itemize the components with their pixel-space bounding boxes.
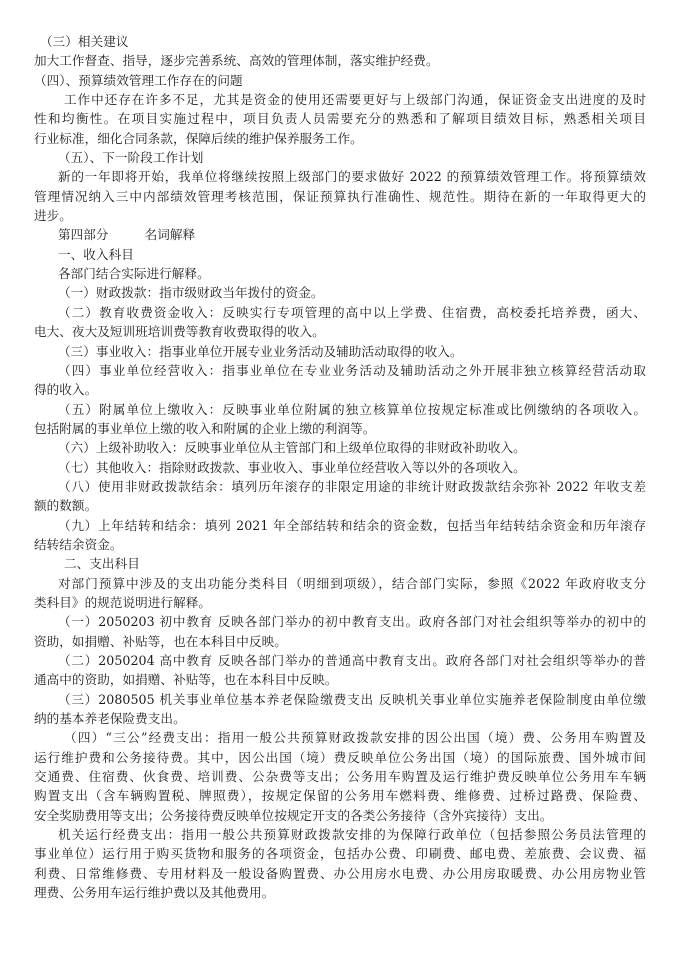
text-line: （三）2080505 机关事业单位基本养老保险缴费支出 反映机关事业单位实施养老保险制度由单位缴 (58, 691, 646, 707)
section-title: 名词解释 (144, 227, 196, 243)
text-line: 购置支出（含车辆购置税、牌照费），按规定保留的公务用车燃料费、维修费、过桥过路费、保险费、 (34, 788, 646, 804)
text-line: 安全奖励费用等支出；公务接待费反映单位按规定开支的各类公务接待（含外宾接待）支出。 (34, 807, 553, 823)
text-line: （一）2050203 初中教育 反映各部门举办的初中教育支出。政府各部门对社会组织等举办的初中的 (58, 614, 646, 630)
text-line: 工作中还存在许多不足，尤其是资金的使用还需要更好与上级部门沟通，保证资金支出进度的及时 (64, 92, 646, 108)
text-line: 包括附属的事业单位上缴的收入和附属的企业上缴的利润等。 (34, 420, 376, 436)
text-line: 进步。 (34, 208, 72, 224)
text-line: 结转结余资金。 (34, 536, 123, 552)
text-line: 利费、日常维修费、专用材料及一般设备购置费、办公用房水电费、办公用房取暖费、办公用房物业管 (34, 865, 646, 881)
text-line: 事业单位）运行用于购买货物和服务的各项资金，包括办公费、印刷费、邮电费、差旅费、会议费、福 (34, 846, 646, 862)
text-line: 各部门结合实际进行解释。 (58, 266, 210, 282)
text-line: 运行维护费和公务接待费。其中，因公出国（境）费反映单位公务出国（境）的国际旅费、国外城市间 (34, 749, 646, 765)
text-line: （八）使用非财政拨款结余：填列历年滚存的非限定用途的非统计财政拨款结余弥补 2022 年收支差 (58, 478, 646, 494)
text-line: （五）附属单位上缴收入：反映事业单位附属的独立核算单位按规定标准或比例缴纳的各项收入。 (58, 401, 646, 417)
section-number: 第四部分 (58, 227, 109, 243)
text-line: 对部门预算中涉及的支出功能分类科目（明细到项级），结合部门实际，参照《2022 年政府收支分 (58, 575, 646, 591)
text-line: 机关运行经费支出：指用一般公共预算财政拨款安排的为保障行政单位（包括参照公务员法管理的 (58, 827, 646, 843)
text-line: （四）事业单位经营收入：指事业单位在专业业务活动及辅助活动之外开展非独立核算经营活动取 (58, 362, 646, 378)
text-line: 交通费、住宿费、伙食费、培训费、公杂费等支出；公务用车购置及运行维护费反映单位公务用车车辆 (34, 769, 646, 785)
text-line: 性和均衡性。在项目实施过程中，项目负责人员需要充分的熟悉和了解项目绩效目标，熟悉相关项目 (34, 111, 646, 127)
text-line: （七）其他收入：指除财政拨款、事业收入、事业单位经营收入等以外的各项收入。 (58, 459, 526, 475)
text-line: （一）财政拨款：指市级财政当年拨付的资金。 (58, 285, 324, 301)
text-line: 一、收入科目 (58, 246, 134, 262)
text-line: （六）上级补助收入：反映事业单位从主管部门和上级单位取得的非财政补助收入。 (58, 440, 526, 456)
text-line: 电大、夜大及短训班培训费等教育收费取得的收入。 (34, 324, 325, 340)
document-page (34, 32, 646, 902)
text-line: （九）上年结转和结余：填列 2021 年全部结转和结余的资金数，包括当年结转结余资金和历年滚存 (58, 517, 646, 533)
text-line: （五）、下一阶段工作计划 (58, 150, 204, 166)
text-line: 类科目》的规范说明进行解释。 (34, 594, 212, 610)
text-line: 纳的基本养老保险费支出。 (34, 711, 186, 727)
section-heading (34, 225, 646, 244)
text-line: 加大工作督查、指导，逐步完善系统、高效的管理体制，落实维护经费。 (34, 53, 439, 69)
text-line: 理费、公务用车运行维护费以及其他费用。 (34, 885, 275, 901)
text-line: 通高中的资助，如捐赠、补贴等，也在本科目中反映。 (34, 672, 338, 688)
text-line: （二）2050204 高中教育 反映各部门举办的普通高中教育支出。政府各部门对社会组织等举办的普 (58, 653, 646, 668)
text-line: 得的收入。 (34, 382, 98, 398)
text-line: 行业标准，细化合同条款，保障后续的维护保养服务工作。 (34, 130, 363, 146)
text-line: 资助，如捐赠、补贴等，也在本科目中反映。 (34, 633, 287, 649)
text-line: （三）相关建议 (40, 34, 129, 49)
text-line: （三）事业收入：指事业单位开展专业业务活动及辅助活动取得的收入。 (58, 343, 463, 359)
text-line: （四）、预算绩效管理工作存在的问题 (34, 72, 243, 88)
text-line: 额的数额。 (34, 498, 98, 514)
text-line: （四）“三公”经费支出：指用一般公共预算财政拨款安排的因公出国（境）费、公务用车购置及 (64, 730, 646, 746)
text-line: 管理情况纳入三中内部绩效管理考核范围，保证预算执行准确性、规范性。期待在新的一年取得更大的 (34, 188, 646, 204)
text-line: 新的一年即将开始，我单位将继续按照上级部门的要求做好 2022 的预算绩效管理工作。将预算绩效 (58, 169, 646, 185)
text-line: 二、支出科目 (64, 556, 140, 572)
text-line: （二）教育收费资金收入：反映实行专项管理的高中以上学费、住宿费，高校委托培养费，函大、 (58, 304, 646, 320)
